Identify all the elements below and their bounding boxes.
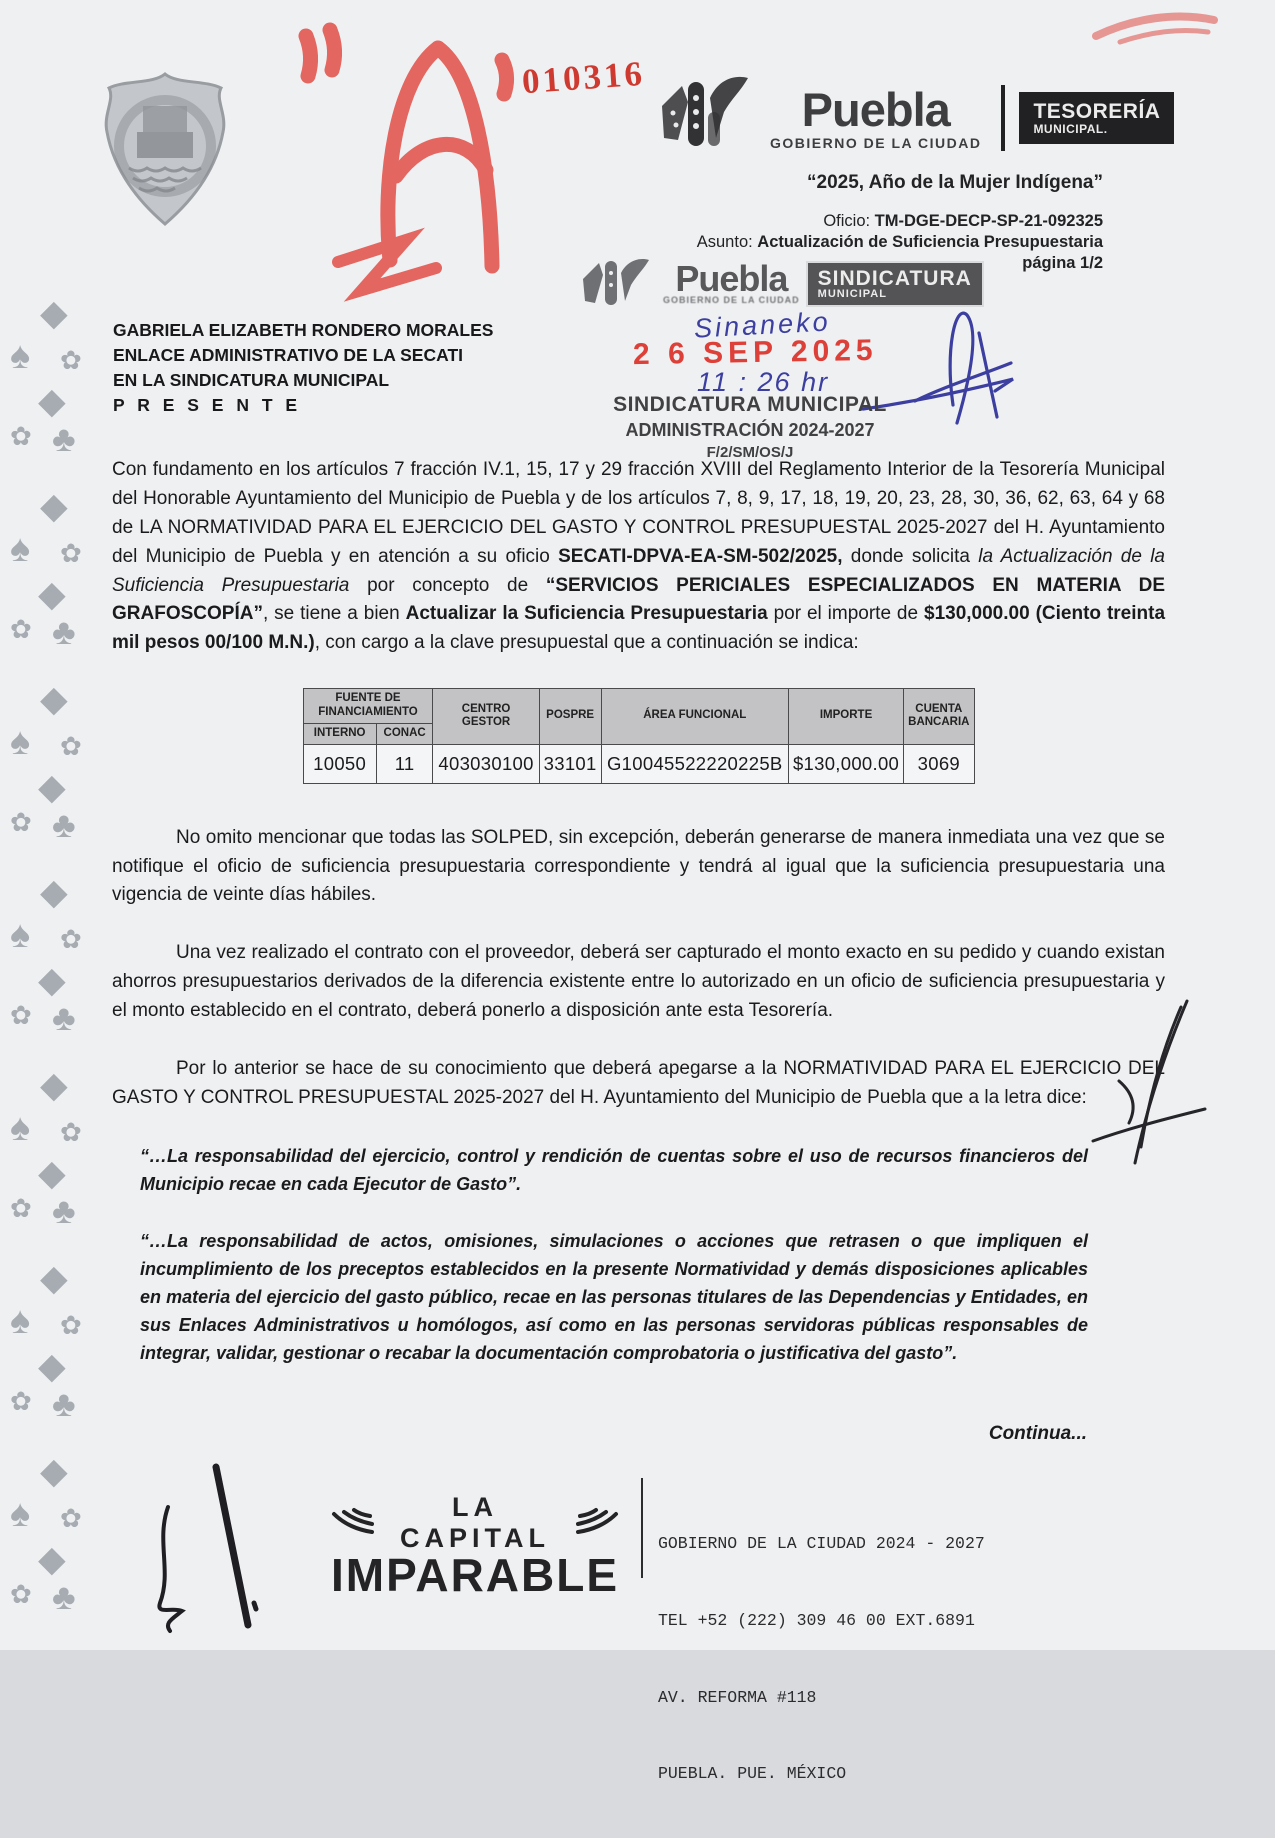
recipient-block — [113, 318, 493, 417]
capital-imparable-logo — [330, 1492, 620, 1601]
cell-interno: 10050 — [303, 744, 376, 783]
footer-city-line: PUEBLA. PUE. MÉXICO — [658, 1764, 847, 1784]
footer-address-line: AV. REFORMA #118 — [658, 1687, 817, 1707]
footer-divider — [641, 1478, 643, 1578]
col-header-importe: IMPORTE — [788, 689, 903, 744]
recipient-office: EN LA SINDICATURA MUNICIPAL — [113, 369, 390, 390]
year-motto: “2025, Año de la Mujer Indígena” — [807, 172, 1103, 193]
received-date-stamp: 2 6 SEP 2025 — [632, 333, 878, 372]
letter-body — [112, 456, 1165, 1449]
col-header-interno: INTERNO — [303, 723, 376, 744]
cell-importe: $130,000.00 — [788, 744, 903, 783]
oficio-line — [697, 212, 1103, 231]
asunto-label: Asunto: — [696, 233, 758, 251]
header-brand — [648, 68, 1174, 168]
stamp-office-block — [585, 393, 915, 461]
stamp-administration: ADMINISTRACIÓN 2024-2027 — [625, 420, 875, 440]
tesoreria-box — [1019, 92, 1174, 145]
red-crayon-letter-annotation — [278, 8, 548, 313]
page-indicator: página 1/2 — [1022, 254, 1103, 272]
paragraph-fundamento: Con fundamento en los artículos 7 fracción IV.1, 15, 17 y 29 fracción XVIII del Reglamento Interior de la Tesorería Municipal del Honorable Ayuntamiento del Municipio de Puebla y de los artículos 7, 8, 9, 17, 18, 19, 20, 23, 28, 30, 36, 62, 63, 64 y 68 de LA NORMATIVIDAD PARA EL EJERCICIO DEL GASTO Y CONTROL PRESUPUESTAL 2025-2027 del H. Ayuntamiento del Municipio de Puebla y en atención a su oficio SECATI-DPVA-EA-SM-502/2025, donde solicita la Actualización de la Suficiencia Presupuestaria por concepto de “SERVICIOS PERICIALES ESPECIALIZADOS EN MATERIA DE GRAFOSCOPÍA”, se tiene a bien Actualizar la Suficiencia Presupuestaria por el importe de $130,000.00 (Ciento treinta mil pesos 00/100 M.N.), con cargo a la clave presupuestal que a continuación se indica: — [112, 459, 1166, 654]
left-wing-icon — [330, 1508, 374, 1538]
paragraph-normatividad: Por lo anterior se hace de su conocimiento que deberá apegarse a la NORMATIVIDAD PARA EL EJERCICIO DEL GASTO Y CONTROL PRESUPUESTAL 2025-2027 del H. Ayuntamiento del Municipio de Puebla que a la letra dice: — [112, 1057, 1165, 1108]
stamp-office-name: SINDICATURA MUNICIPAL — [613, 393, 887, 416]
stamp-brand-tagline: GOBIERNO DE LA CIUDAD — [663, 295, 800, 306]
footer-contact-block — [658, 1480, 985, 1838]
budget-key-table — [303, 688, 975, 784]
cell-conac: 11 — [376, 744, 433, 783]
sindicatura-label: SINDICATURA — [817, 267, 972, 290]
right-wing-icon — [576, 1508, 620, 1538]
sindicatura-sublabel: MUNICIPAL — [817, 288, 887, 300]
paragraph-solped: No omito mencionar que todas las SOLPED, sin excepción, deberán generarse de manera inmediata una vez que se notifique el oficio de suficiencia presupuestaria correspondiente y tendrá al igual que la suficiencia presupuestaria una vigencia de veinte días hábiles. — [112, 826, 1165, 906]
col-header-pospre: POSPRE — [539, 689, 601, 744]
stamp-code: F/2/SM/OS/J — [706, 444, 794, 461]
oficio-number: TM-DGE-DECP-SP-21-092325 — [874, 212, 1103, 230]
black-pen-rubric — [1085, 995, 1210, 1185]
recipient-presente: P R E S E N T E — [113, 394, 302, 415]
quote-responsabilidad-ejercicio: “…La responsabilidad del ejercicio, control y rendición de cuentas sobre el uso de recursos financieros del Municipio recae en cada Ejecutor de Gasto”. — [140, 1145, 1088, 1194]
tesoreria-label: TESORERÍA — [1033, 99, 1161, 123]
puebla-coat-of-arms-icon — [95, 70, 235, 235]
cell-cuenta-bancaria: 3069 — [904, 744, 974, 783]
col-header-centro-gestor: CENTRO GESTOR — [433, 689, 539, 744]
cell-centro-gestor: 403030100 — [433, 744, 539, 783]
quote-responsabilidad-actos: “…La responsabilidad de actos, omisiones, simulaciones o acciones que retrasen o que impliquen el incumplimiento de los preceptos establecidos en la presente Normatividad y demás disposiciones aplicables en materia del ejercicio del gasto público, recae en las personas titulares de las Dependencias y Entidades, en sus Enlaces Administrativos u homólogos, así como en las personas servidoras públicas responsables de integrar, validar, gestionar o recabar la documentación comprobatoria o justificativa del gasto”. — [140, 1231, 1088, 1363]
asunto-value: Actualización de Suficiencia Presupuestaria — [757, 233, 1103, 251]
sindicatura-box — [808, 263, 982, 305]
stamp-brand-wordmark: Puebla — [675, 257, 788, 299]
brand-wordmark: Puebla — [801, 82, 950, 136]
paragraph-contrato: Una vez realizado el contrato con el proveedor, deberá ser capturado el monto exacto en su pedido y cuando existan ahorros presupuestarios derivados de la diferencia existente entre lo autorizado en un oficio de suficiencia presupuestaria y el monto establecido en el contrato, deberá ponerlo a disposición ante esta Tesorería. — [112, 942, 1165, 1021]
col-header-conac: CONAC — [376, 723, 433, 744]
talavera-cluster-icon — [648, 68, 760, 168]
footer-phone-line: TEL +52 (222) 309 46 00 EXT.6891 — [658, 1610, 975, 1630]
footer-government-line: GOBIERNO DE LA CIUDAD 2024 - 2027 — [658, 1534, 985, 1554]
brand-divider — [1001, 85, 1005, 151]
col-header-fuente: FUENTE DE FINANCIAMIENTO — [303, 689, 433, 724]
col-header-area-funcional: ÁREA FUNCIONAL — [601, 689, 788, 744]
table-row — [303, 744, 974, 783]
handwritten-receiver-name: Sinaneko — [693, 306, 832, 344]
continua-note: Continua... — [988, 1422, 1087, 1444]
tesoreria-sublabel: MUNICIPAL. — [1033, 121, 1108, 136]
red-ink-smudge — [1090, 6, 1220, 51]
brand-tagline: GOBIERNO DE LA CIUDAD — [770, 134, 982, 151]
recipient-name: GABRIELA ELIZABETH RONDERO MORALES — [113, 320, 494, 340]
handwritten-time: 11 : 26 hr — [697, 367, 830, 397]
capital-logo-line1: LA CAPITAL — [400, 1492, 550, 1553]
cell-area-funcional: G10045522220225B — [601, 744, 788, 783]
cell-pospre: 33101 — [539, 744, 601, 783]
oficio-label: Oficio: — [823, 212, 875, 230]
ink-mark — [138, 1455, 348, 1655]
talavera-border-pattern: ◆ ♠ ✿ ◆ ✿ ♣ ◆ ♠ ✿ ◆ ✿ ♣ ◆ ♠ ✿ ◆ ✿ ♣ ◆ ♠ ✿ ◆ ✿ ♣ ◆ ♠ ✿ ◆ ✿ ♣ ◆ ♠ ✿ ◆ ✿ ♣ ◆ ♠ ✿ ◆ ✿ ♣ — [10, 292, 82, 1617]
stamp-talavera-icon — [575, 253, 655, 315]
recipient-title: ENLACE ADMINISTRATIVO DE LA SECATI — [113, 344, 463, 365]
col-header-cuenta-bancaria: CUENTA BANCARIA — [904, 689, 974, 744]
capital-logo-line2: IMPARABLE — [330, 1549, 620, 1601]
asunto-line — [697, 233, 1103, 252]
folio-number-stamp: 010316 — [520, 53, 647, 102]
